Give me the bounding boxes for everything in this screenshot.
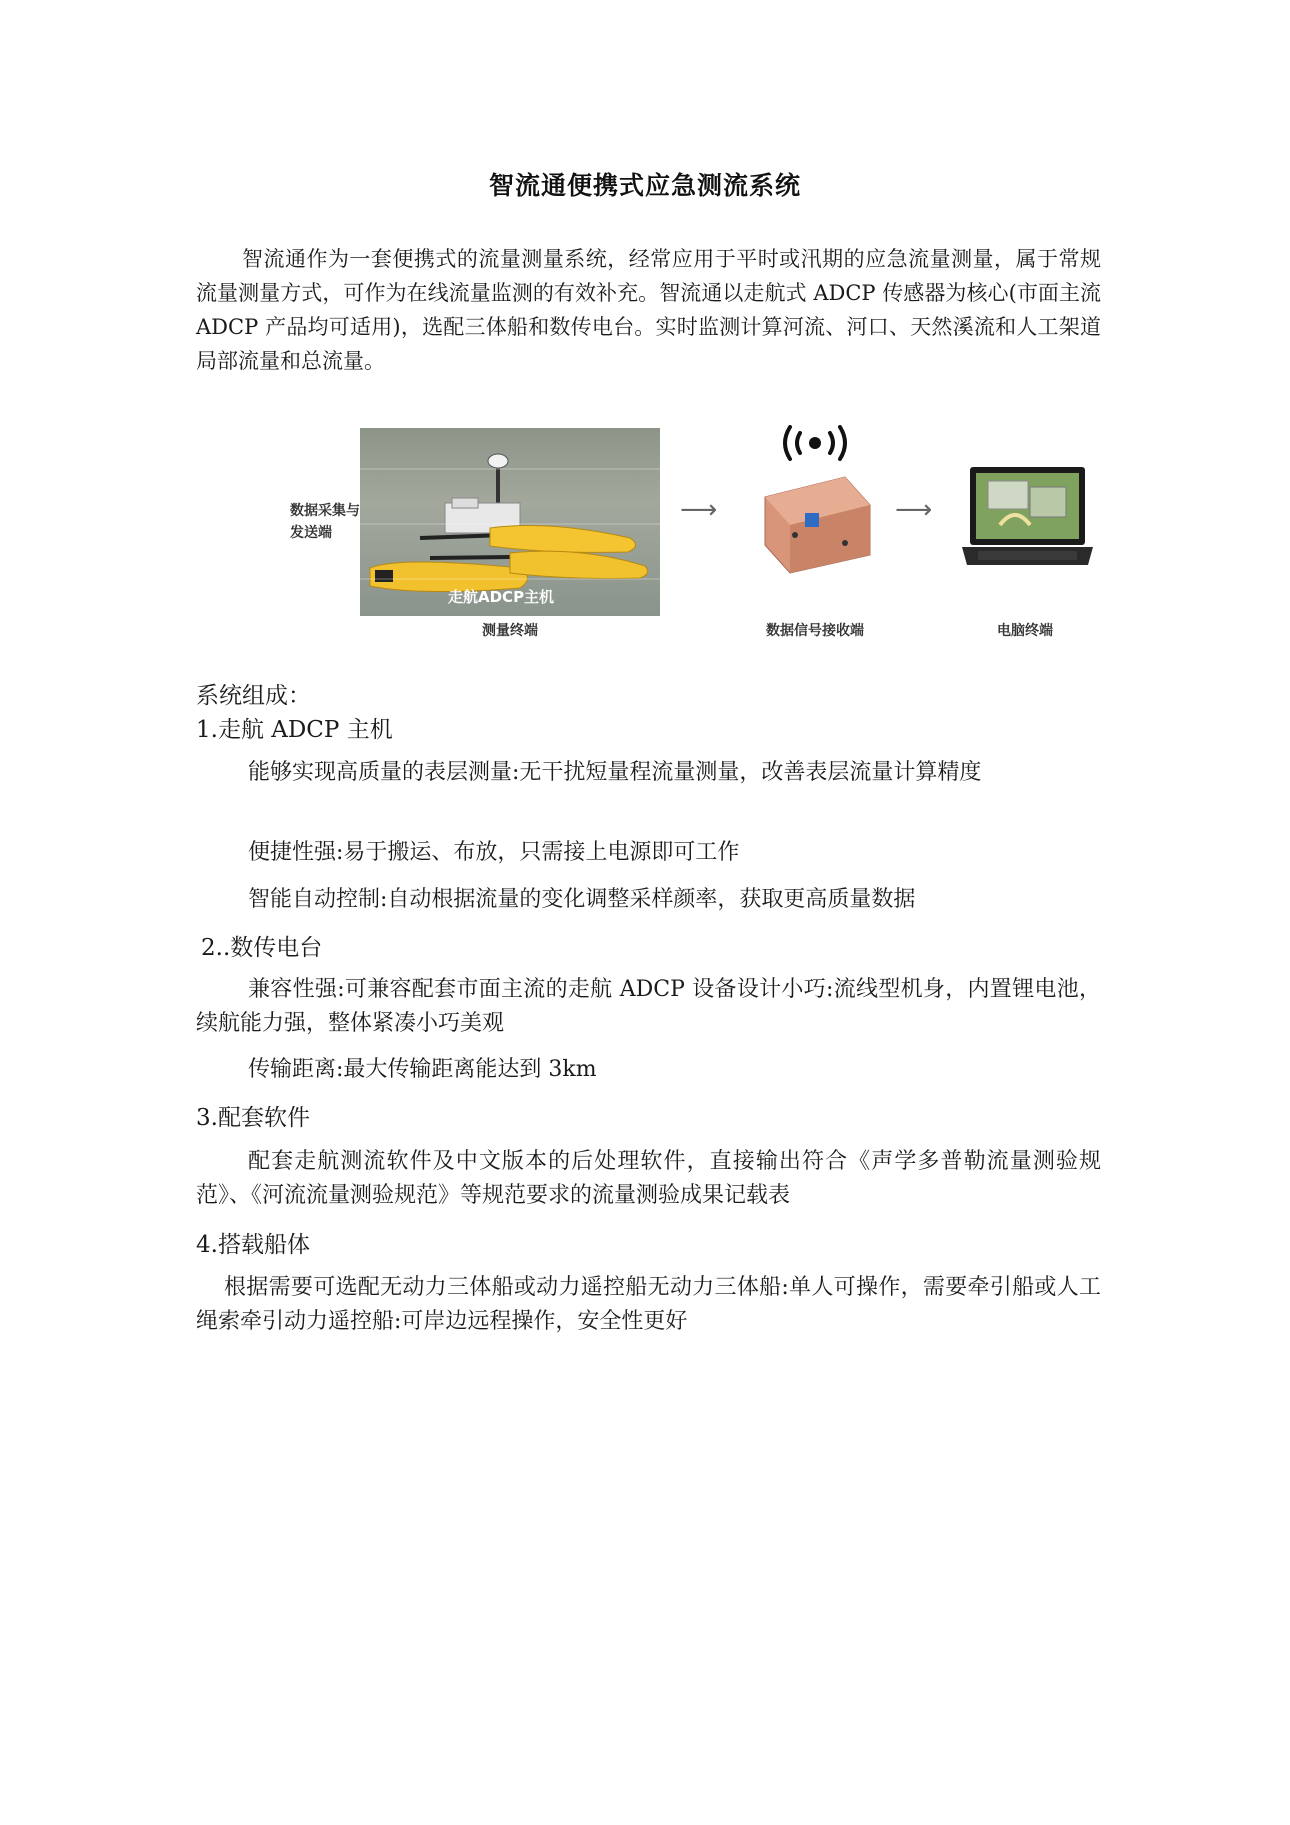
radio-receiver-illustration [750,425,880,585]
section-1-heading: 1.走航 ADCP 主机 [196,717,393,743]
boat-photo [360,428,660,616]
section-1-paragraph-2: 便捷性强:易于搬运、布放，只需接上电源即可工作 [248,840,740,865]
section-3-heading: 3.配套软件 [196,1105,310,1131]
section-3-paragraph-1: 配套走航测流软件及中文版本的后处理软件，直接输出符合《声学多普勒流量测验规范》、《河流流量测验规范》等规范要求的流量测验成果记载表 [196,1149,1101,1208]
composition-heading: 系统组成： [196,683,311,709]
section-4-heading: 4.搭载船体 [196,1232,310,1258]
document-title: 智流通便携式应急测流系统 [488,171,801,200]
section-1-paragraph-1: 能够实现高质量的表层测量:无干扰短量程流量测量，改善表层流量计算精度 [248,760,982,785]
section-4-paragraph-1: 根据需要可选配无动力三体船或动力遥控船无动力三体船:单人可操作，需要牵引船或人工绳索牵引动力遥控船:可岸边远程操作，安全性更好 [196,1275,1101,1334]
section-2-paragraph-1: 兼容性强:可兼容配套市面主流的走航 ADCP 设备设计小巧:流线型机身，内置锂电池，续航能力强，整体紧凑小巧美观 [196,977,1101,1036]
figure-caption-2: 数据信号接收端 [766,623,864,639]
figure-left-label: 数据采集与发送端 [290,503,360,541]
arrow-right-icon-2: ⟶ [895,495,933,525]
section-2-paragraph-2: 传输距离:最大传输距离能达到 3km [248,1057,597,1082]
section-2-heading: 2..数传电台 [201,935,323,961]
figure-caption-3: 电脑终端 [997,623,1053,639]
intro-paragraph: 智流通作为一套便携式的流量测量系统，经常应用于平时或汛期的应急流量测量，属于常规流量测量方式，可作为在线流量监测的有效补充。智流通以走航式 ADCP 传感器为核心(市面主流 ADCP 产品均可适用)，选配三体船和数传电台。实时监测计算河流、河口、天然溪流和人工架道局部流量和总流量。 [196,247,1101,373]
arrow-right-icon: ⟶ [680,495,718,525]
adcp-tag-label: 走航ADCP主机 [448,588,555,606]
system-figure [280,425,1100,655]
laptop-illustration [960,465,1095,585]
section-1-paragraph-3: 智能自动控制:自动根据流量的变化调整采样颜率，获取更高质量数据 [248,887,916,912]
figure-caption-1: 测量终端 [482,623,538,639]
